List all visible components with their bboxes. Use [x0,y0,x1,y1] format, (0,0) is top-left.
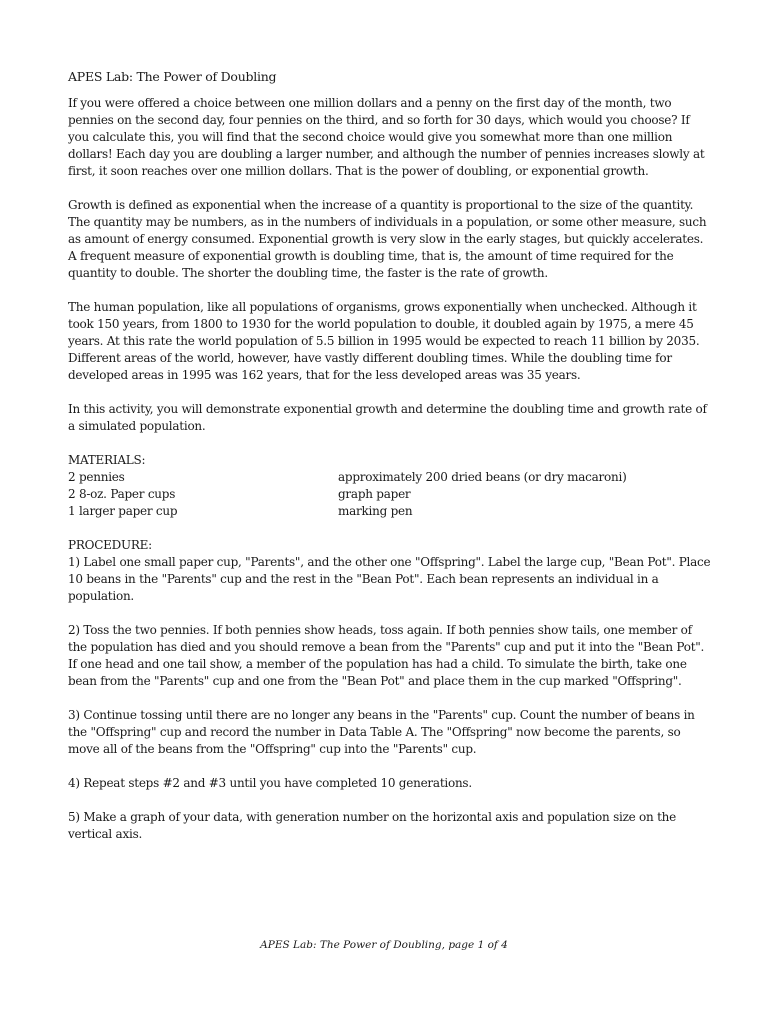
procedure-heading: PROCEDURE: [68,538,152,552]
materials-row [68,503,714,520]
materials-heading: MATERIALS: [68,453,146,467]
document-title: APES Lab: The Power of Doubling [68,69,277,84]
materials-row [68,469,714,486]
human-population-paragraph: The human population, like all populations of organisms, grows exponentially when unchecked. Although it took 150 years, from 1800 to 1930 for the world population to double, it doubled again by 1975, a mere 45 years. At this rate the world population of 5.5 billion in 1995 would be expected to reach 11 billion by 2035. Different areas of the world, however, have vastly different doubling times. While the doubling time for developed areas in 1995 was 162 years, that for the less developed areas was 35 years. [68,300,700,382]
material-item: approximately 200 dried beans (or dry macaroni) [338,470,627,484]
materials-list [68,469,714,520]
page-footer: APES Lab: The Power of Doubling, page 1 of 4 [260,939,508,951]
activity-paragraph: In this activity, you will demonstrate exponential growth and determine the doubling time and growth rate of a simulated population. [68,402,707,433]
procedure-step-2: 2) Toss the two pennies. If both pennies show heads, toss again. If both pennies show tails, one member of the population has died and you should remove a bean from the "Parents" cup and put it into the "Bean Pot". If one head and one tail show, a member of the population has had a child. To simulate the birth, take one bean from the "Parents" cup and one from the "Bean Pot" and place them in the cup marked "Offspring". [68,623,705,688]
material-item: 1 larger paper cup [68,504,178,518]
material-item: marking pen [338,504,413,518]
material-item: 2 pennies [68,470,125,484]
document-page [68,68,714,860]
material-item: 2 8-oz. Paper cups [68,487,176,501]
procedure-step-1: 1) Label one small paper cup, "Parents", and the other one "Offspring". Label the large cup, "Bean Pot". Place 10 beans in the "Parents" cup and the rest in the "Bean Pot". Each bean represents an individual in a population. [68,555,711,603]
procedure-step-4: 4) Repeat steps #2 and #3 until you have completed 10 generations. [68,776,472,790]
material-item: graph paper [338,487,411,501]
procedure-step-5: 5) Make a graph of your data, with generation number on the horizontal axis and population size on the vertical axis. [68,810,676,841]
intro-paragraph: If you were offered a choice between one million dollars and a penny on the first day of the month, two pennies on the second day, four pennies on the third, and so forth for 30 days, which would you choose? If you calculate this, you will find that the second choice would give you somewhat more than one million dollars! Each day you are doubling a larger number, and although the number of pennies increases slowly at first, it soon reaches over one million dollars. That is the power of doubling, or exponential growth. [68,96,705,178]
definition-paragraph: Growth is defined as exponential when the increase of a quantity is proportional to the size of the quantity. The quantity may be numbers, as in the numbers of individuals in a population, or some other measure, such as amount of energy consumed. Exponential growth is very slow in the early stages, but quickly accelerates. A frequent measure of exponential growth is doubling time, that is, the amount of time required for the quantity to double. The shorter the doubling time, the faster is the rate of growth. [68,198,707,280]
materials-row [68,486,714,503]
procedure-step-3: 3) Continue tossing until there are no longer any beans in the "Parents" cup. Count the number of beans in the "Offspring" cup and record the number in Data Table A. The "Offspring" now become the parents, so move all of the beans from the "Offspring" cup into the "Parents" cup. [68,708,695,756]
